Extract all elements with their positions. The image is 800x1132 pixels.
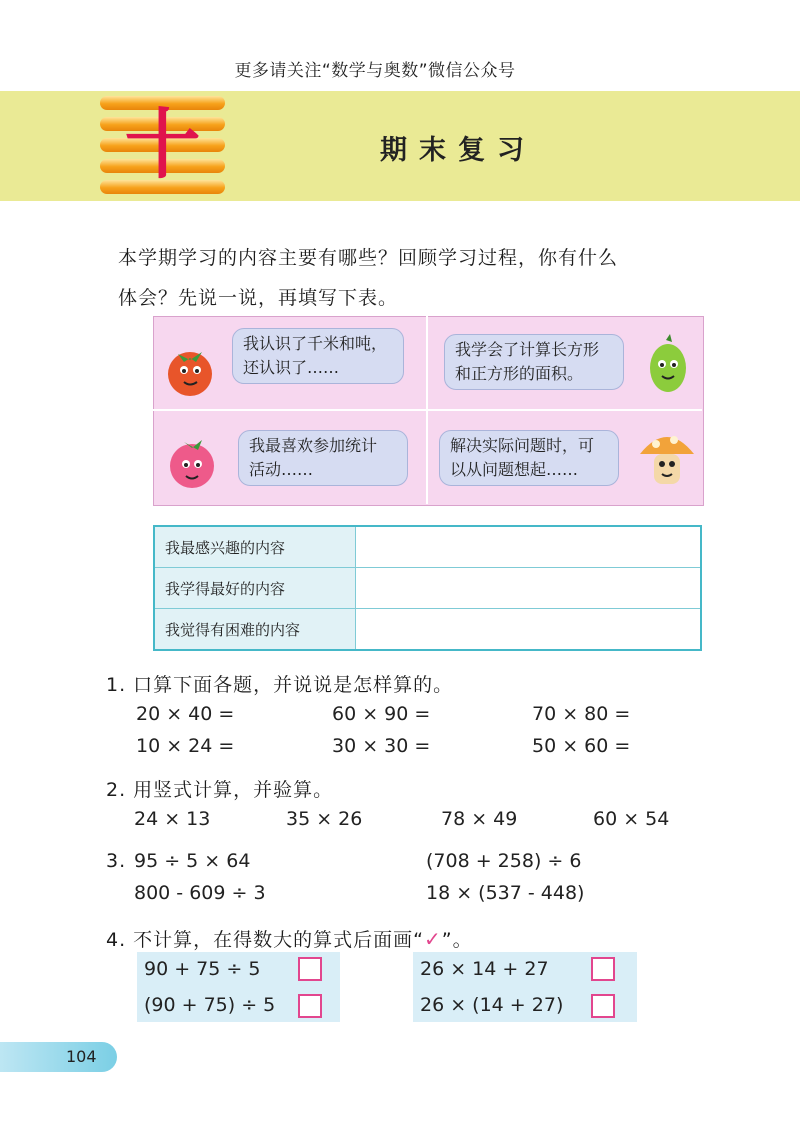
answer-checkbox[interactable] (591, 994, 615, 1018)
table-row-label: 我最感兴趣的内容 (154, 526, 356, 568)
q3-expression: 18 × (537 - 448) (426, 882, 585, 904)
q1-expression: 30 × 30 = (332, 735, 431, 757)
q1-expression: 60 × 90 = (332, 703, 431, 725)
q1-expression: 10 × 24 = (136, 735, 235, 757)
table-row-answer[interactable] (356, 526, 702, 568)
question-4-prompt-end: ”。 (441, 929, 473, 951)
checkmark-icon: ✓ (424, 927, 442, 951)
q4-expression: 26 × (14 + 27) (420, 994, 564, 1016)
pepper-character-icon (640, 332, 696, 398)
q4-expression: 90 + 75 ÷ 5 (144, 958, 261, 980)
page-number: 104 (66, 1047, 97, 1066)
page-title: 期末复习 (380, 135, 536, 166)
speech-bubble-2-line-2: 和正方形的面积。 (455, 364, 584, 383)
apple-character-icon (162, 432, 222, 494)
question-4-prompt-text: 4. 不计算，在得数大的算式后面画“ (106, 929, 425, 951)
question-4-prompt (106, 925, 473, 952)
speech-bubble-3-line-2: 活动…… (249, 460, 314, 479)
q3-expression: (708 + 258) ÷ 6 (426, 850, 582, 872)
speech-bubble-2-line-1: 我学会了计算长方形 (455, 340, 600, 359)
q3-expression: 800 - 609 ÷ 3 (134, 882, 266, 904)
q1-expression: 70 × 80 = (532, 703, 631, 725)
q2-expression: 60 × 54 (593, 808, 670, 830)
q4-expression: (90 + 75) ÷ 5 (144, 994, 276, 1016)
answer-checkbox[interactable] (298, 957, 322, 981)
speech-bubble-4 (439, 430, 619, 486)
tomato-character-icon (160, 340, 222, 402)
speech-bubble-1-line-1: 我认识了千米和吨， (243, 334, 388, 353)
q1-expression: 50 × 60 = (532, 735, 631, 757)
chapter-number: 十 (124, 100, 201, 189)
speech-bubble-1-line-2: 还认识了…… (243, 358, 340, 377)
chapter-number-badge (100, 96, 225, 196)
table-row (154, 568, 701, 609)
question-2-prompt: 2. 用竖式计算，并验算。 (106, 779, 334, 801)
table-row-answer[interactable] (356, 568, 702, 609)
table-row (154, 526, 701, 568)
q3-expression: 95 ÷ 5 × 64 (134, 850, 251, 872)
table-row-answer[interactable] (356, 609, 702, 651)
speech-bubble-3-line-1: 我最喜欢参加统计 (249, 436, 378, 455)
question-3-number: 3. (106, 850, 127, 872)
answer-checkbox[interactable] (298, 994, 322, 1018)
reflection-table (153, 525, 702, 651)
q2-expression: 78 × 49 (441, 808, 518, 830)
q2-expression: 24 × 13 (134, 808, 211, 830)
speech-bubble-4-line-2: 以从问题想起…… (450, 460, 579, 479)
intro-line-1: 本学期学习的内容主要有哪些？回顾学习过程，你有什么 (118, 247, 619, 269)
question-1-prompt: 1. 口算下面各题，并说说是怎样算的。 (106, 674, 454, 696)
page-number-tab (0, 1042, 117, 1072)
intro-line-2: 体会？先说一说，再填写下表。 (118, 287, 399, 309)
mushroom-character-icon (636, 424, 698, 496)
wechat-note: 更多请关注“数学与奥数”微信公众号 (234, 61, 516, 81)
answer-checkbox[interactable] (591, 957, 615, 981)
q2-expression: 35 × 26 (286, 808, 363, 830)
speech-bubble-2 (444, 334, 624, 390)
panel-divider-horizontal (153, 409, 702, 411)
speech-bubble-4-line-1: 解决实际问题时，可 (450, 436, 595, 455)
speech-bubble-1 (232, 328, 404, 384)
table-row-label: 我学得最好的内容 (154, 568, 356, 609)
q4-expression: 26 × 14 + 27 (420, 958, 549, 980)
q1-expression: 20 × 40 = (136, 703, 235, 725)
table-row-label: 我觉得有困难的内容 (154, 609, 356, 651)
table-row (154, 609, 701, 651)
speech-bubble-3 (238, 430, 408, 486)
